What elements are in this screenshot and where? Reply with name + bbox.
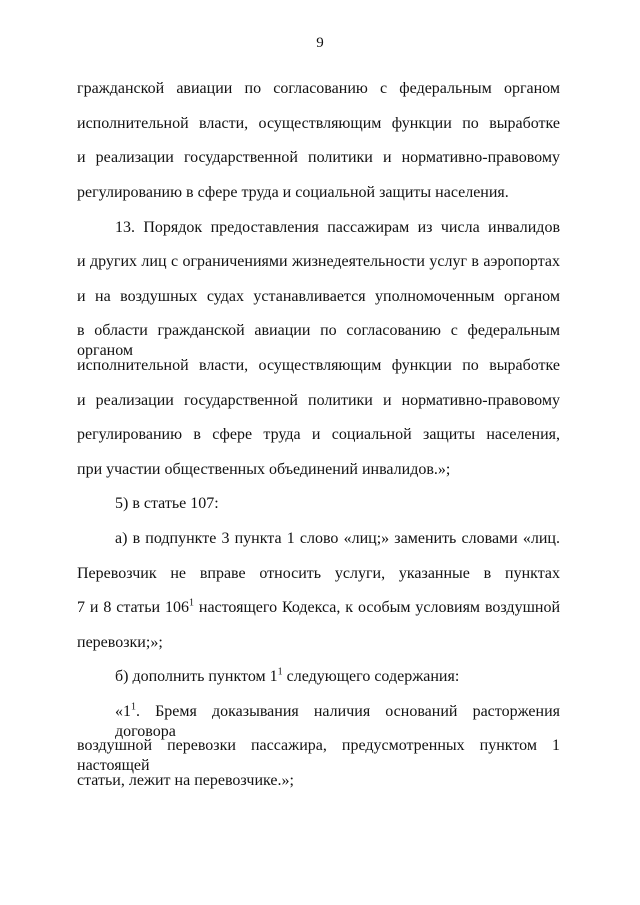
text-line: и реализации государственной политики и нормативно-правовому <box>77 392 560 409</box>
text-line: исполнительной власти, осуществляющим функции по выработке <box>77 357 560 374</box>
text-line: в области гражданской авиации по согласованию с федеральным органом <box>77 322 560 359</box>
text-line: и других лиц с ограничениями жизнедеятельности услуг в аэропортах <box>77 253 560 270</box>
text-line: а) в подпункте 3 пункта 1 слово «лиц;» заменить словами «лиц. <box>115 530 560 547</box>
page-number: 9 <box>316 35 324 51</box>
text-line: гражданской авиации по согласованию с федеральным органом <box>77 80 560 97</box>
text-line: 13. Порядок предоставления пассажирам из числа инвалидов <box>115 219 560 236</box>
text-line: 5) в статье 107: <box>115 495 219 512</box>
text-line: при участии общественных объединений инвалидов.»; <box>77 461 451 478</box>
text-fragment: . Бремя доказывания наличия оснований расторжения договора <box>115 703 560 740</box>
text-line <box>115 667 560 687</box>
text-line: статьи, лежит на перевозчике.»; <box>77 772 294 789</box>
text-fragment: следующего содержания: <box>282 668 460 685</box>
text-line: воздушной перевозки пассажира, предусмотренных пунктом 1 настоящей <box>77 737 560 774</box>
text-line: и реализации государственной политики и нормативно-правовому <box>77 149 560 166</box>
superscript: 1 <box>277 666 283 678</box>
text-line: и на воздушных судах устанавливается уполномоченным органом <box>77 288 560 305</box>
text-line: перевозки;»; <box>77 634 163 651</box>
text-fragment: настоящего Кодекса, к особым условиям воздушной <box>193 599 561 616</box>
superscript: 1 <box>131 701 136 713</box>
text-fragment: «1 <box>115 703 131 720</box>
text-line: исполнительной власти, осуществляющим функции по выработке <box>77 115 560 132</box>
text-line <box>77 598 560 618</box>
text-line: Перевозчик не вправе относить услуги, указанные в пунктах <box>77 565 560 582</box>
text-line: регулированию в сфере труда и социальной защиты населения. <box>77 184 509 201</box>
superscript: 1 <box>188 597 194 609</box>
text-line: регулированию в сфере труда и социальной защиты населения, <box>77 426 560 443</box>
text-fragment: б) дополнить пунктом 1 <box>115 668 278 685</box>
text-fragment: 7 и 8 статьи 106 <box>77 599 189 616</box>
